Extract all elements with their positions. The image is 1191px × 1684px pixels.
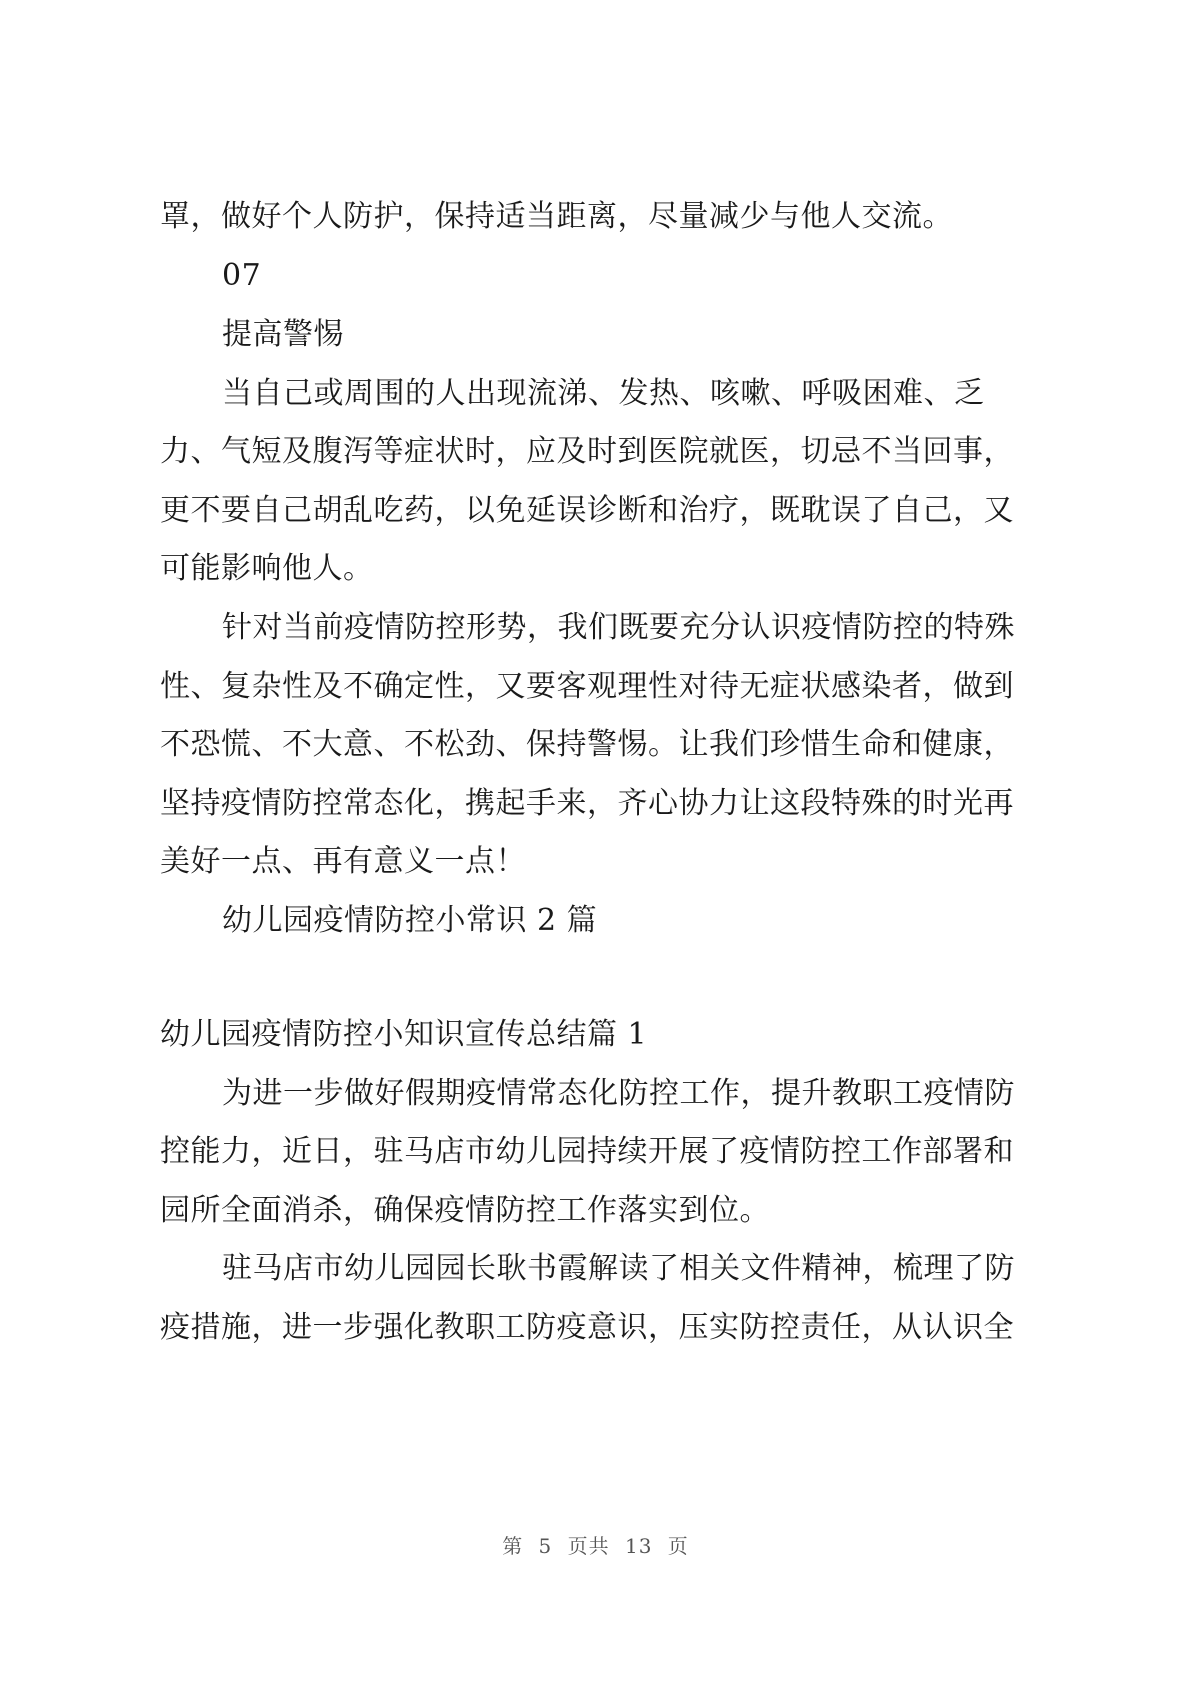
- body-text-line: 力、气短及腹泻等症状时，应及时到医院就医，切忌不当回事，: [160, 434, 1014, 469]
- body-text-line: 疫措施，进一步强化教职工防疫意识，压实防控责任，从认识全: [160, 1310, 1014, 1345]
- article-subtitle: 幼儿园疫情防控小知识宣传总结篇 1: [160, 1017, 648, 1052]
- body-text-line: 可能影响他人。: [160, 551, 374, 586]
- body-text-line: 为进一步做好假期疫情常态化防控工作，提升教职工疫情防: [222, 1076, 1015, 1111]
- body-text-line: 坚持疫情防控常态化，携起手来，齐心协力让这段特殊的时光再: [160, 786, 1014, 821]
- body-text-line: 罩，做好个人防护，保持适当距离，尽量减少与他人交流。: [160, 199, 953, 234]
- body-text-line: 更不要自己胡乱吃药，以免延误诊断和治疗，既耽误了自己，又: [160, 493, 1014, 528]
- body-text-line: 针对当前疫情防控形势，我们既要充分认识疫情防控的特殊: [222, 610, 1015, 645]
- body-text-line: 园所全面消杀，确保疫情防控工作落实到位。: [160, 1193, 770, 1228]
- body-text-line: 控能力，近日，驻马店市幼儿园持续开展了疫情防控工作部署和: [160, 1134, 1014, 1169]
- article-title: 幼儿园疫情防控小常识 2 篇: [222, 903, 598, 938]
- body-text-line: 性、复杂性及不确定性，又要客观理性对待无症状感染者，做到: [160, 669, 1014, 704]
- body-text-line: 当自己或周围的人出现流涕、发热、咳嗽、呼吸困难、乏: [222, 376, 985, 411]
- body-text-line: 不恐慌、不大意、不松劲、保持警惕。让我们珍惜生命和健康，: [160, 727, 1014, 762]
- section-number: 07: [222, 258, 262, 293]
- section-heading: 提高警惕: [222, 317, 344, 352]
- page-footer: 第 5 页共 13 页: [502, 1534, 689, 1558]
- body-text-line: 驻马店市幼儿园园长耿书霞解读了相关文件精神，梳理了防: [222, 1251, 1015, 1286]
- body-text-line: 美好一点、再有意义一点！: [160, 844, 526, 879]
